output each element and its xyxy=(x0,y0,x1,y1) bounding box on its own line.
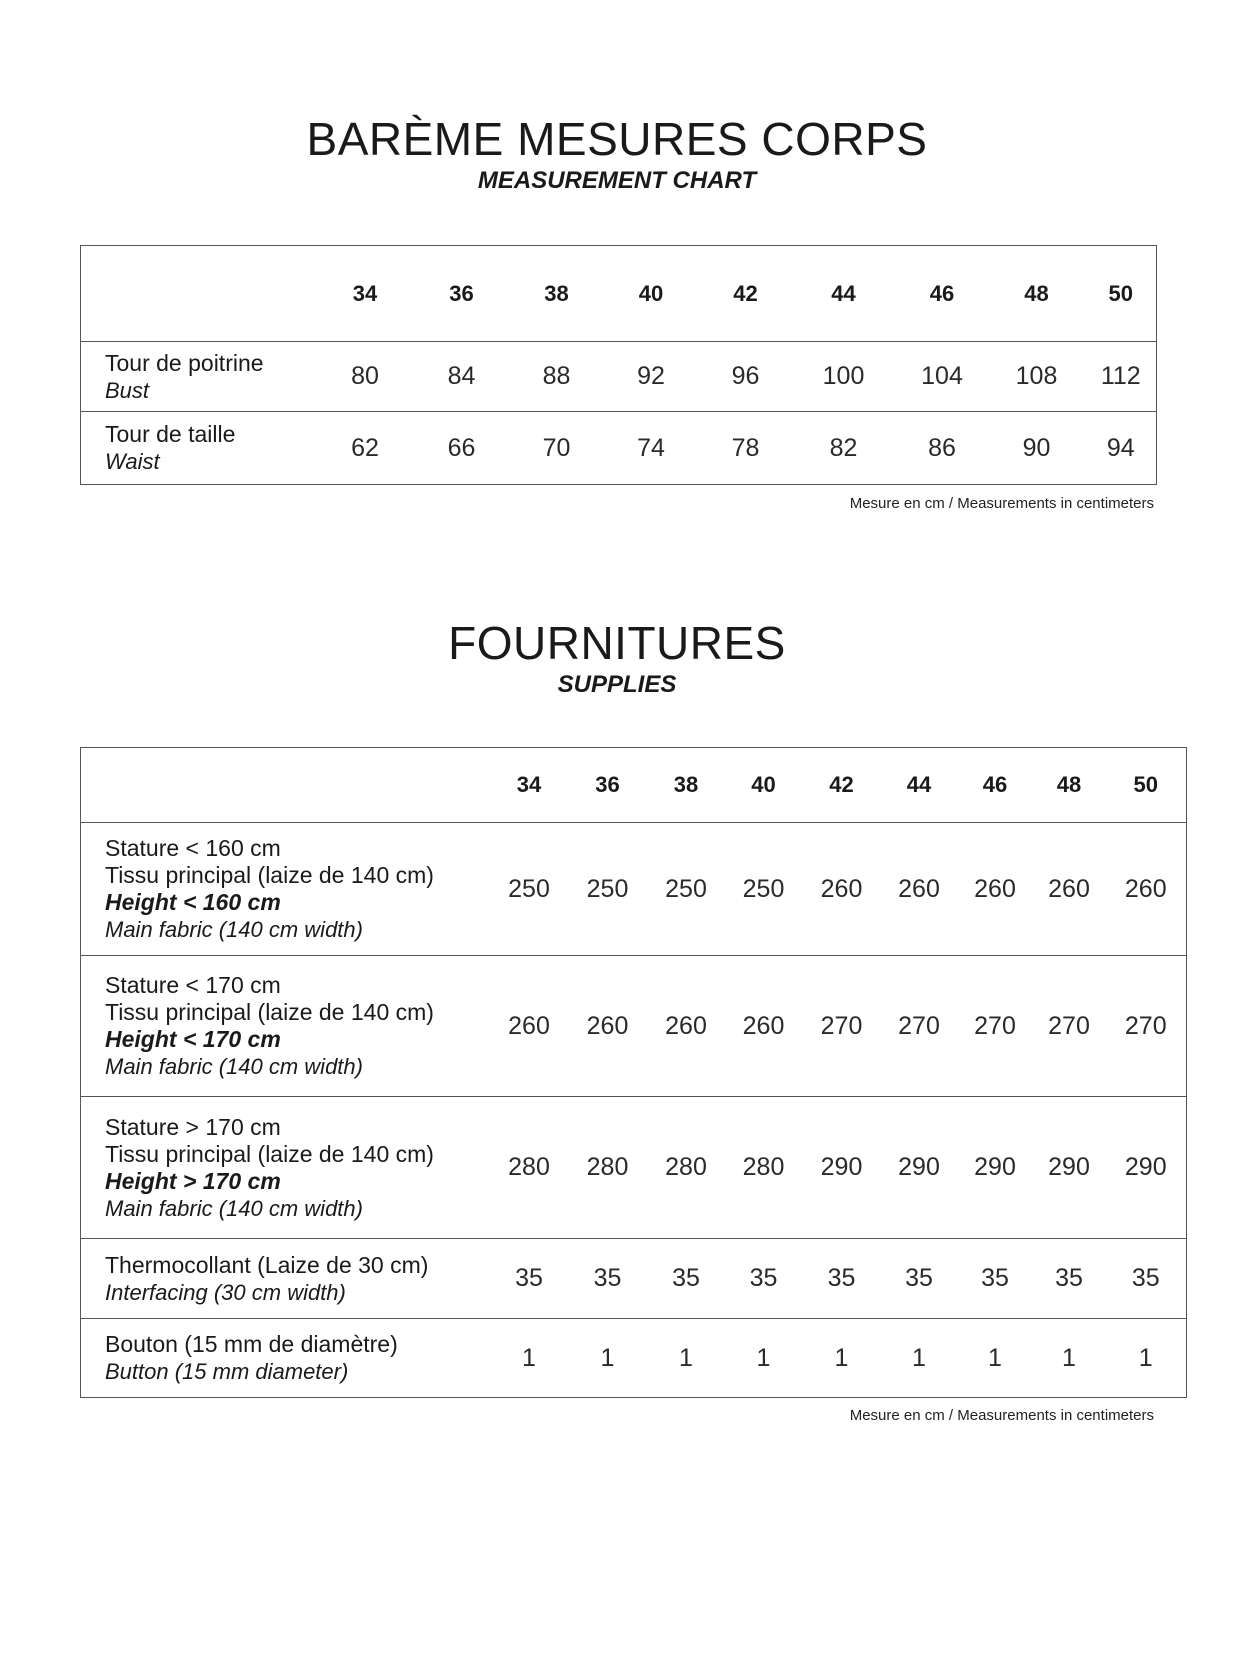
size-header: 34 xyxy=(516,772,542,797)
bust-row xyxy=(81,342,1157,412)
supplies-header-row xyxy=(81,748,1187,823)
value-cell: 96 xyxy=(701,342,791,412)
supplies-footnote: Mesure en cm / Measurements in centimeters xyxy=(849,1407,1154,1424)
label-en: Main fabric (140 cm width) xyxy=(105,1195,363,1221)
row-label xyxy=(81,1319,491,1398)
value-cell: 82 xyxy=(791,412,897,485)
value-cell: 104 xyxy=(897,342,988,412)
row-label xyxy=(81,956,491,1097)
value-cell: 35 xyxy=(803,1239,881,1319)
value-cell: 250 xyxy=(568,823,648,956)
label-en: Bust xyxy=(105,377,150,403)
value-cell: 260 xyxy=(881,823,958,956)
value-cell: 270 xyxy=(1033,956,1106,1097)
size-header: 46 xyxy=(982,772,1008,797)
value-cell: 280 xyxy=(725,1097,803,1239)
value-cell: 35 xyxy=(648,1239,725,1319)
row-label xyxy=(81,342,319,412)
value-cell: 270 xyxy=(881,956,958,1097)
waist-row xyxy=(81,412,1157,485)
label-fr: Tissu principal (laize de 140 cm) xyxy=(105,862,434,888)
value-cell: 78 xyxy=(701,412,791,485)
value-cell: 74 xyxy=(602,412,701,485)
value-cell: 280 xyxy=(491,1097,568,1239)
value-cell: 108 xyxy=(988,342,1086,412)
value-cell: 270 xyxy=(958,956,1033,1097)
value-cell: 260 xyxy=(648,956,725,1097)
value-cell: 84 xyxy=(412,342,512,412)
value-cell: 1 xyxy=(1106,1319,1187,1398)
value-cell: 260 xyxy=(1106,823,1187,956)
size-header: 36 xyxy=(595,772,620,797)
label-fr: Tour de taille xyxy=(105,421,236,447)
value-cell: 35 xyxy=(881,1239,958,1319)
measurement-title: BARÈME MESURES CORPS xyxy=(306,113,928,165)
value-cell: 66 xyxy=(412,412,512,485)
value-cell: 1 xyxy=(725,1319,803,1398)
value-cell: 94 xyxy=(1086,412,1157,485)
label-en: Height < 160 cm xyxy=(105,889,281,915)
supply-row xyxy=(81,956,1187,1097)
value-cell: 35 xyxy=(491,1239,568,1319)
supplies-subtitle: SUPPLIES xyxy=(557,671,677,698)
supplies-title: FOURNITURES xyxy=(448,617,786,669)
value-cell: 1 xyxy=(881,1319,958,1398)
value-cell: 260 xyxy=(491,956,568,1097)
value-cell: 1 xyxy=(568,1319,648,1398)
row-label xyxy=(81,1239,491,1319)
label-fr: Bouton (15 mm de diamètre) xyxy=(105,1331,398,1357)
value-cell: 270 xyxy=(1106,956,1187,1097)
size-header: 50 xyxy=(1133,772,1158,797)
value-cell: 290 xyxy=(803,1097,881,1239)
value-cell: 1 xyxy=(1033,1319,1106,1398)
label-en: Main fabric (140 cm width) xyxy=(105,917,363,942)
value-cell: 62 xyxy=(319,412,412,485)
value-cell: 1 xyxy=(648,1319,725,1398)
value-cell: 290 xyxy=(1033,1097,1106,1239)
value-cell: 88 xyxy=(512,342,602,412)
label-fr: Stature > 170 cm xyxy=(105,1113,281,1140)
label-en: Height < 170 cm xyxy=(105,1026,281,1052)
value-cell: 280 xyxy=(648,1097,725,1239)
header-empty-cell xyxy=(81,748,491,823)
measurement-subtitle: MEASUREMENT CHART xyxy=(477,167,757,194)
size-header: 50 xyxy=(1108,280,1133,306)
size-header: 42 xyxy=(733,280,758,306)
value-cell: 70 xyxy=(512,412,602,485)
value-cell: 290 xyxy=(881,1097,958,1239)
supplies-table xyxy=(80,747,1187,1398)
value-cell: 1 xyxy=(491,1319,568,1398)
label-en: Interfacing (30 cm width) xyxy=(105,1279,346,1305)
value-cell: 270 xyxy=(803,956,881,1097)
value-cell: 250 xyxy=(491,823,568,956)
label-en: Height > 170 cm xyxy=(105,1167,281,1194)
value-cell: 92 xyxy=(602,342,701,412)
label-fr: Thermocollant (Laize de 30 cm) xyxy=(105,1251,429,1278)
size-header: 44 xyxy=(831,280,856,306)
value-cell: 100 xyxy=(791,342,897,412)
size-header: 44 xyxy=(906,772,932,797)
value-cell: 86 xyxy=(897,412,988,485)
measurement-table xyxy=(80,245,1157,485)
size-header: 42 xyxy=(829,772,854,797)
value-cell: 90 xyxy=(988,412,1086,485)
value-cell: 1 xyxy=(958,1319,1033,1398)
value-cell: 112 xyxy=(1086,342,1157,412)
size-header: 48 xyxy=(1056,772,1082,797)
row-label xyxy=(81,412,319,485)
size-header: 40 xyxy=(638,280,664,306)
value-cell: 80 xyxy=(319,342,412,412)
supply-row xyxy=(81,1239,1187,1319)
value-cell: 260 xyxy=(1033,823,1106,956)
supply-row xyxy=(81,823,1187,956)
label-fr: Tissu principal (laize de 140 cm) xyxy=(105,999,434,1025)
label-en: Waist xyxy=(105,449,160,474)
size-header: 48 xyxy=(1024,280,1049,306)
supply-row xyxy=(81,1319,1187,1398)
row-label xyxy=(81,1097,491,1239)
supply-row xyxy=(81,1097,1187,1239)
value-cell: 35 xyxy=(725,1239,803,1319)
value-cell: 35 xyxy=(1106,1239,1187,1319)
value-cell: 260 xyxy=(958,823,1033,956)
value-cell: 260 xyxy=(568,956,648,1097)
size-header: 38 xyxy=(673,772,699,797)
size-header: 34 xyxy=(352,280,378,306)
row-label xyxy=(81,823,491,956)
size-header: 38 xyxy=(544,280,569,306)
label-en: Main fabric (140 cm width) xyxy=(105,1054,363,1079)
size-header: 40 xyxy=(751,772,776,797)
value-cell: 250 xyxy=(648,823,725,956)
value-cell: 280 xyxy=(568,1097,648,1239)
value-cell: 35 xyxy=(568,1239,648,1319)
value-cell: 290 xyxy=(958,1097,1033,1239)
measurement-footnote: Mesure en cm / Measurements in centimeters xyxy=(849,495,1154,512)
header-empty-cell xyxy=(81,246,319,342)
size-header: 36 xyxy=(449,280,474,306)
label-en: Button (15 mm diameter) xyxy=(105,1359,349,1384)
size-header: 46 xyxy=(929,280,955,306)
value-cell: 35 xyxy=(958,1239,1033,1319)
label-fr: Tour de poitrine xyxy=(105,349,264,376)
value-cell: 250 xyxy=(725,823,803,956)
value-cell: 260 xyxy=(803,823,881,956)
value-cell: 1 xyxy=(803,1319,881,1398)
label-fr: Stature < 170 cm xyxy=(105,972,281,998)
measurement-header-row xyxy=(81,246,1157,342)
value-cell: 260 xyxy=(725,956,803,1097)
label-fr: Stature < 160 cm xyxy=(105,835,281,861)
value-cell: 35 xyxy=(1033,1239,1106,1319)
value-cell: 290 xyxy=(1106,1097,1187,1239)
label-fr: Tissu principal (laize de 140 cm) xyxy=(105,1140,434,1167)
